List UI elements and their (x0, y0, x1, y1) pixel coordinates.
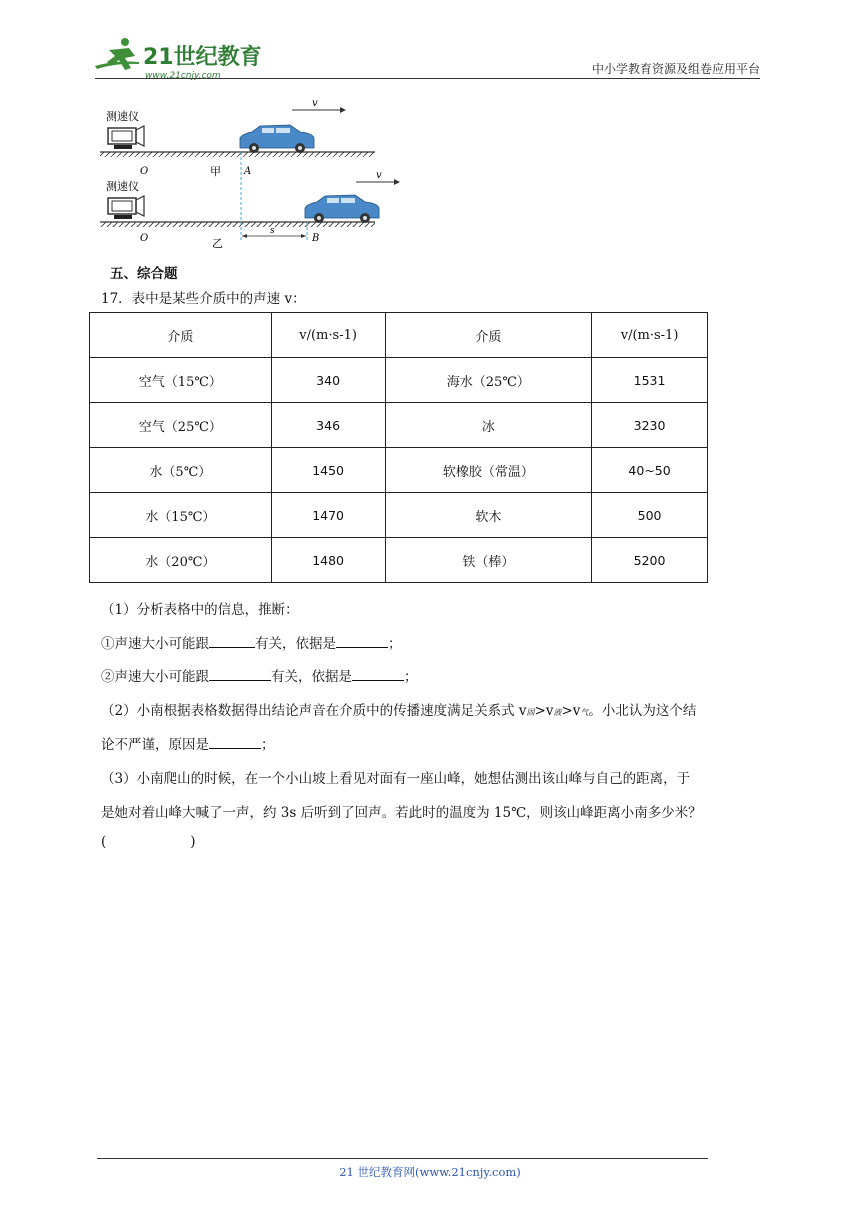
medium-cell: 空气（15℃） (90, 358, 272, 403)
device-label-top: 测速仪 (106, 110, 139, 123)
medium-cell: 水（15℃） (90, 493, 272, 538)
part1b (101, 665, 418, 685)
speed-cell: 1470 (271, 493, 385, 538)
section-title: 五、综合题 (110, 266, 178, 282)
speed-cell: 5200 (592, 538, 708, 583)
speed-cell: 346 (271, 403, 385, 448)
table-row (90, 448, 708, 493)
car-icon (240, 125, 314, 153)
speed-cell: 3230 (592, 403, 708, 448)
footer-text: 21 世纪教育网(www.21cnjy.com) (339, 1165, 521, 1179)
medium-cell: 空气（25℃） (90, 403, 272, 448)
sub-solid: 固 (526, 708, 535, 717)
header-speed: v/(m·s-1) (592, 313, 708, 358)
header-medium: 介质 (385, 313, 592, 358)
header-rule (95, 78, 760, 79)
speed-device-icon (108, 196, 144, 219)
part2-line2-start: 论不严谨，原因是 (101, 737, 209, 753)
part1a-start: ①声速大小可能跟 (101, 636, 209, 652)
header-speed: v/(m·s-1) (271, 313, 385, 358)
medium-cell: 水（20℃） (90, 538, 272, 583)
part2-end: 。小北认为这个结 (588, 703, 697, 719)
table-header-row (90, 313, 708, 358)
logo-url: www.21cnjy.com (145, 71, 221, 80)
paren-open: ( (101, 834, 107, 850)
medium-cell: 软木 (385, 493, 592, 538)
platform-name: 中小学教育资源及组卷应用平台 (591, 62, 760, 76)
table-row (90, 403, 708, 448)
answer-blank[interactable] (209, 635, 255, 648)
site-logo (95, 36, 265, 80)
part1b-start: ②声速大小可能跟 (101, 669, 209, 685)
part3-line2: 是她对着山峰大喊了一声，约 3s 后听到了回声。若此时的温度为 15℃，则该山峰距离小南多少米？ (101, 805, 702, 821)
header-medium: 介质 (90, 313, 272, 358)
part1a-end: ； (388, 636, 402, 652)
part2-line2-end: ； (261, 737, 275, 753)
speed-cell: 1531 (592, 358, 708, 403)
part2-line2 (101, 733, 275, 753)
label-yi: 乙 (212, 237, 223, 250)
gt-sign: >v (561, 703, 581, 719)
speed-cell: 1480 (271, 538, 385, 583)
gt-sign: >v (534, 703, 554, 719)
part3-line1: （3）小南爬山的时候，在一个小山坡上看见对面有一座山峰，她想估测出该山峰与自己的距离，于 (101, 771, 691, 787)
sub-liquid: 液 (553, 708, 562, 717)
origin-top: O (140, 166, 149, 177)
part2-line1 (101, 699, 696, 719)
speed-cell: 500 (592, 493, 708, 538)
logo-text: 21世纪教育 (143, 45, 262, 70)
car-icon (305, 195, 379, 223)
velocity-top: v (312, 98, 318, 109)
question-stem: 17．表中是某些介质中的声速 v： (101, 291, 306, 307)
medium-cell: 软橡胶（常温） (385, 448, 592, 493)
distance-s: s (270, 226, 275, 236)
speed-cell: 1450 (271, 448, 385, 493)
paren-close: ) (190, 834, 196, 850)
medium-cell: 水（5℃） (90, 448, 272, 493)
answer-blank[interactable] (209, 736, 261, 749)
footer-rule (97, 1158, 708, 1159)
table-row (90, 358, 708, 403)
label-jia: 甲 (210, 165, 221, 178)
speed-cell: 40~50 (592, 448, 708, 493)
answer-blank[interactable] (209, 668, 271, 681)
speed-device-icon (108, 126, 144, 149)
medium-cell: 海水（25℃） (385, 358, 592, 403)
device-label-bottom: 测速仪 (106, 180, 139, 193)
origin-bottom: O (140, 233, 149, 244)
point-a: A (244, 166, 252, 177)
page-header (95, 30, 760, 80)
speed-radar-diagram (100, 90, 410, 250)
answer-blank[interactable] (352, 668, 404, 681)
part1a-mid: 有关，依据是 (255, 636, 336, 652)
sound-speed-table (89, 312, 708, 583)
part3-answer (101, 834, 196, 850)
velocity-bottom: v (376, 170, 382, 181)
table-row (90, 493, 708, 538)
part1b-mid: 有关，依据是 (271, 669, 352, 685)
medium-cell: 铁（棒） (385, 538, 592, 583)
part1-text: （1）分析表格中的信息，推断： (101, 602, 299, 618)
answer-blank[interactable] (336, 635, 388, 648)
point-b: B (312, 233, 320, 244)
medium-cell: 冰 (385, 403, 592, 448)
sub-gas: 气 (580, 708, 589, 717)
speed-cell: 340 (271, 358, 385, 403)
part1b-end: ； (404, 669, 418, 685)
table-row (90, 538, 708, 583)
part2-start: （2）小南根据表格数据得出结论声音在介质中的传播速度满足关系式 v (101, 703, 527, 719)
part1a (101, 632, 402, 652)
